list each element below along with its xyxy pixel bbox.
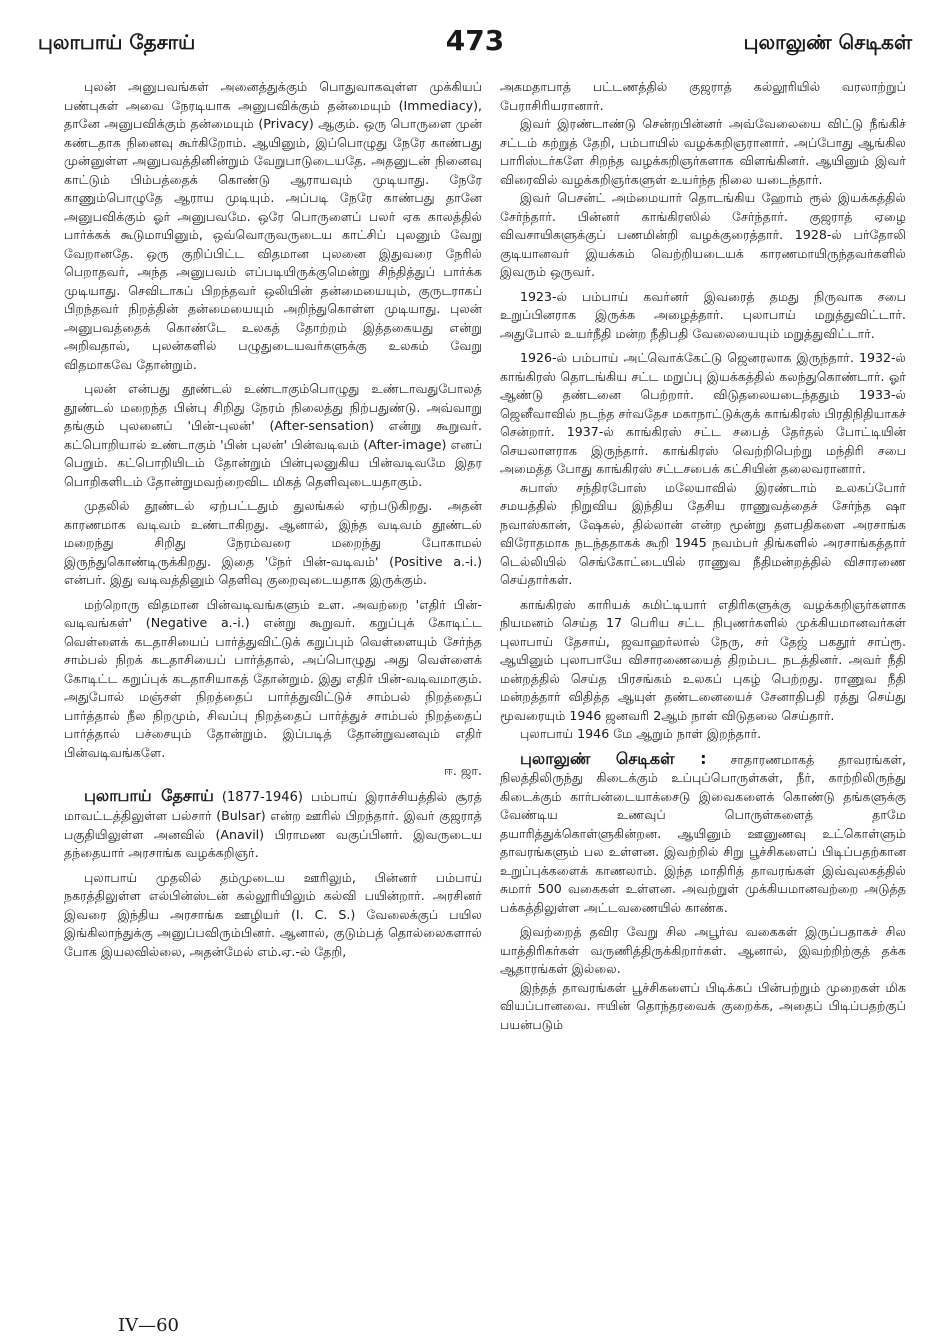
entry-years: (1877-1946) bbox=[221, 789, 303, 805]
paragraph: இவர் இரண்டாண்டு சென்றபின்னர் அவ்வேலையை விட்டு நீங்கிச் சட்டம் கற்றுத் தேறி, பம்பாயில் வழக்கறிஞரானார். அப்போது ஆங்கில பாரிஸ்டர்களே சிறந்த வழக்கறிஞர்களாக விளங்கினர். ஆயினும் இவர் விரைவில் வழக்கறிஞர்களுள் உயர்ந்த நிலை யடைந்தார். bbox=[500, 116, 906, 187]
paragraph: 1923-ல் பம்பாய் கவர்னர் இவரைத் தமது நிருவாக சபை உறுப்பினராக இருக்க அழைத்தார். புலாபாய் மறுத்துவிட்டார். அதுபோல் உயர்நீதி மன்ற நீதிபதி வேலையையும் மறுத்துவிட்டார். bbox=[500, 288, 906, 341]
paragraph: சுபாஸ் சந்திரபோஸ் மலேயாவில் இரண்டாம் உலகப்போர் சமயத்தில் நிறுவிய இந்திய தேசிய ராணுவத்தைச் சேர்ந்த ஷா நவாஸ்கான், ஷேகல், தில்லான் என்ற மூன்று தளபதிகளை அரசாங்க விரோதமாக நடந்ததாகக் கூறி 1945 நவம்பர் திங்களில் அரசாங்கத்தார் டெல்லியில் செங்கோட்டையில் ராணுவ நீதிமன்றத்தில் விசாரணை செய்தார்கள். bbox=[500, 479, 906, 587]
paragraph: புலாபாய் 1946 மே ஆறும் நாள் இறந்தார். bbox=[520, 726, 762, 741]
page-header bbox=[38, 24, 912, 66]
paragraph: இந்தத் தாவரங்கள் பூச்சிகளைப் பிடிக்கப் பின்பற்றும் முறைகள் மிக வியப்பானவை. ஈயின் தொந்தரவைக் குறைக்க, அதைப் பிடிப்பதற்குப் பயன்படும் bbox=[500, 979, 906, 1032]
entry-text: சாதாரணமாகத் தாவரங்கள், நிலத்திலிருந்து கிடைக்கும் உப்புப்பொருள்கள், நீர், காற்றிலிருந்து கிடைக்கும் கார்பன்டையாக்சைடு இவைகளைக் கொண்டு தங்களுக்கு வேண்டிய உணவுப் பொருள்களைத் தாமே தயாரித்துக்கொள்ளுகின்றன. ஆயினும் ஊனுணவு உட்கொள்ளும் தாவரங்களும் பல உள்ளன. இவற்றில் சிறு பூச்சிகளைப் பிடிப்பதற்கான உறுப்புக்களைக் காணலாம். இந்த மாதிரித் தாவரங்கள் இவ்வுலகத்தில் சுமார் 500 வகைகள் உள்ளன. அவற்றுள் முக்கியமானவற்றை அடுத்த பக்கத்திலுள்ள அட்டவணையில் காண்க. bbox=[500, 751, 906, 915]
paragraph: புலன் அனுபவங்கள் அனைத்துக்கும் பொதுவாகவுள்ள முக்கியப் பண்புகள் அவை நேரடியாக அனுபவிக்கும் தன்மையும் (Immediacy), தானே அனுபவிக்கும் தன்மையும் (Privacy) ஆகும். ஒரு பொருளை முன் கண்டதாக நினைவு கூர்கிறோம். ஆயினும், இப்பொழுது நேரே காண்பது முன்னுள்ள அனுபவத்தினின்றும் வேறுபாடுடையதே. அதனுடன் நினைவு காட்டும் பிம்பத்தைக் கொண்டு ஆராயவும் முடியாது. நேரே காணும்பொழுதே ஆராய முடியும். அப்படி நேரே காண்பது தானே அனுபவிக்கும் ஓர் அனுபவமே. ஒரே பொருளைப் பலர் ஏக காலத்தில் பார்க்கக் கூடுமாயினும், ஒவ்வொருவருடைய காட்சிப் புலனும் வேறு வேறானதே. ஒரு குறிப்பிட்ட விதமான புலனை இதுவரை நேரில் பெறாதவர், அந்த அனுபவம் எப்படியிருக்குமென்று சிந்தித்துப் பார்க்க முடியாது. செவிடாகப் பிறந்தவர் ஒலியின் தன்மையையும், குருடராகப் பிறந்தவர் நிறத்தின் தன்மையையும் அறிந்துகொள்ள முடியாது. புலன் அனுபவத்தைக் கொண்டே உலகத் தோற்றம் இத்தகையது என்று அறிவதால், புலன்களில் பழுதுடையவர்களுக்கு உலகம் வேறு விதமாகவே தோன்றும். bbox=[64, 79, 482, 372]
entry-text: பம்பாய் இராச்சியத்தில் சூரத் மாவட்டத்திலுள்ள பல்சார் (Bulsar) என்ற ஊரில் பிறந்தார். இவர் குஜராத் பகுதியிலுள்ள அனவில் (Anavil) பிராமண வகுப்பினர். இவருடைய தந்தையார் அரசாங்க வழக்கறிஞர். bbox=[64, 788, 482, 860]
left-column bbox=[64, 78, 482, 1302]
signature-mark: IV—60 bbox=[118, 1315, 180, 1336]
entry-title: புலாபாய் தேசாய் bbox=[84, 785, 214, 805]
entry-title: புலாலுண் செடிகள் : bbox=[520, 748, 707, 768]
right-column bbox=[500, 78, 906, 1302]
paragraph: 1926-ல் பம்பாய் அட்வொக்கேட்டு ஜெனரலாக இருந்தார். 1932-ல் காங்கிரஸ் தொடங்கிய சட்ட மறுப்பு இயக்கத்தில் கலந்துகொண்டார். ஓர் ஆண்டு தண்டனை பெற்றார். விடுதலையடைந்ததும் 1933-ல் ஜெனீவாவில் நடந்த சர்வதேச மகாநாட்டுக்குக் காங்கிரஸ் பிரதிநிதியாகச் சென்றார். 1937-ல் காங்கிரஸ் சட்ட சபைத் தேர்தல் போட்டியின் செயலாளராக இருந்தார். காங்கிரஸ் வெற்றிபெற்று மந்திரி சபை அமைத்த போது காங்கிரஸ் சட்டசபைக் கட்சியின் தலைவரானார். bbox=[500, 350, 906, 476]
author-initials: ஈ. ஜா. bbox=[444, 763, 482, 778]
paragraph: காங்கிரஸ் காரியக் கமிட்டியார் எதிரிகளுக்கு வழக்கறிஞர்களாக நியமனம் செய்த 17 பெரிய சட்ட நிபுணர்களில் முக்கியமானவர்கள் புலாபாய் தேசாய், ஜவாஹர்லால் நேரு, சர் தேஜ் பகதூர் சாப்ரூ. ஆயினும் புலாபாயே விசாரணையைத் திறம்பட நடத்தினர். அவர் நீதி மன்றத்தில் செய்த பிரசங்கம் உலகப் புகழ் பெற்றது. ராணுவ நீதி மன்றத்தார் விதித்த ஆயுள் தண்டனையைச் சேனாதிபதி ரத்து செய்து மூவரையும் 1946 ஜனவரி 2ஆம் நாள் விடுதலை செய்தார். bbox=[500, 596, 906, 723]
paragraph: அகமதாபாத் பட்டணத்தில் குஜராத் கல்லூரியில் வரலாற்றுப் பேராசிரியரானார். bbox=[500, 79, 906, 113]
paragraph: இவற்றைத் தவிர வேறு சில அபூர்வ வகைகள் இருப்பதாகச் சில யாத்திரிகர்கள் வருணித்திருக்கிறார்கள். ஆனால், இவற்றிற்குத் தக்க ஆதாரங்கள் இல்லை. bbox=[500, 924, 906, 976]
paragraph: புலன் என்பது தூண்டல் உண்டாகும்பொழுது உண்டாவதுபோலத் தூண்டல் மறைந்த பின்பு சிறிது நேரம் நிலைத்து நிற்பதுண்டு. அவ்வாறு தங்கும் புலனைப் 'பின்-புலன்' (After-sensation) என்று கூறுவர். கட்பொறியால் உண்டாகும் 'பின் புலன்' பின்வடிவம் (After-image) எனப் பெறும். கட்பொறியிடம் தோன்றும் பின்புலனுகிய பின்வடிவமே இதர பொறிகளிடம் தோன்றுமவற்றைவிட மிகத் தெளிவுடையதாகும். bbox=[64, 381, 482, 489]
paragraph: புலாபாய் முதலில் தம்முடைய ஊரிலும், பின்னர் பம்பாய் நகரத்திலுள்ள எல்பின்ஸ்டன் கல்லூரியிலும் கல்வி பயின்றார். அரசினர் இவரை இந்திய அரசாங்க ஊழியர் (I. C. S.) வேலைக்குப் பயில இங்கிலாந்துக்கு அனுப்பவிரும்பினர். ஆனால், குடும்பத் தொல்லைகளால் போக இயலவில்லை, அதன்மேல் எம்.ஏ.-ல் தேறி, bbox=[64, 869, 482, 959]
running-head-right: புலாலுண் செடிகள் bbox=[743, 30, 912, 54]
paragraph: மற்றொரு விதமான பின்வடிவங்களும் உள. அவற்றை 'எதிர் பின்-வடிவங்கள்' (Negative a.-i.) என்று கூறுவர். கறுப்புக் கோடிட்ட வெள்ளைக் கடதாசியைப் பார்த்துவிட்டுக் கறுப்பும் வெள்ளையும் சேர்ந்த சாம்பல் நிறக் கடதாசியைப் பார்த்தால், அப்பொழுது அது வெள்ளைக் கோடிட்ட கறுப்புக் கடதாசியாகத் தோன்றும். இது எதிர் பின்-வடிவமாகும். அதுபோல் மஞ்சள் நிறத்தைப் பார்த்துவிட்டுச் சாம்பல் நிறத்தைப் பார்த்தால் நீல நிறமும், சிவப்பு நிறத்தைப் பார்த்துச் சாம்பல் நிறத்தைப் பார்த்தால் பச்சையும் தோன்றும். இப்படித் தோன்றுவனவும் எதிர் பின்வடிவங்களே. bbox=[64, 596, 482, 760]
paragraph: இவர் பெசன்ட் அம்மையார் தொடங்கிய ஹோம் ரூல் இயக்கத்தில் சேர்ந்தார். பின்னர் காங்கிரஸில் சேர்ந்தார். குஜராத் ஏழை விவசாயிகளுக்குப் பணமின்றி வழக்குரைத்தார். 1928-ல் பர்தோலி குடியானவர் இயக்கம் வெற்றியடையக் காரணமாயிருந்தவர்களில் இவரும் ஒருவர். bbox=[500, 190, 906, 279]
page-number: 473 bbox=[445, 24, 505, 57]
running-head-left: புலாபாய் தேசாய் bbox=[38, 30, 196, 54]
entry-paragraph bbox=[64, 787, 482, 863]
paragraph: முதலில் தூண்டல் ஏற்பட்டதும் துலங்கல் ஏற்படுகிறது. அதன் காரணமாக வடிவம் உண்டாகிறது. ஆனால், இந்த வடிவம் தூண்டல் மறைந்து சிறிது நேரம்வரை மறைந்து போகாமல் இருந்துகொண்டிருக்கிறது. இதை 'நேர் பின்-வடிவம்' (Positive a.-i.) என்பர். இது வடிவத்தினும் தெளிவு குறைவுடையதாக இருக்கும். bbox=[64, 498, 482, 587]
entry-paragraph bbox=[500, 750, 906, 918]
